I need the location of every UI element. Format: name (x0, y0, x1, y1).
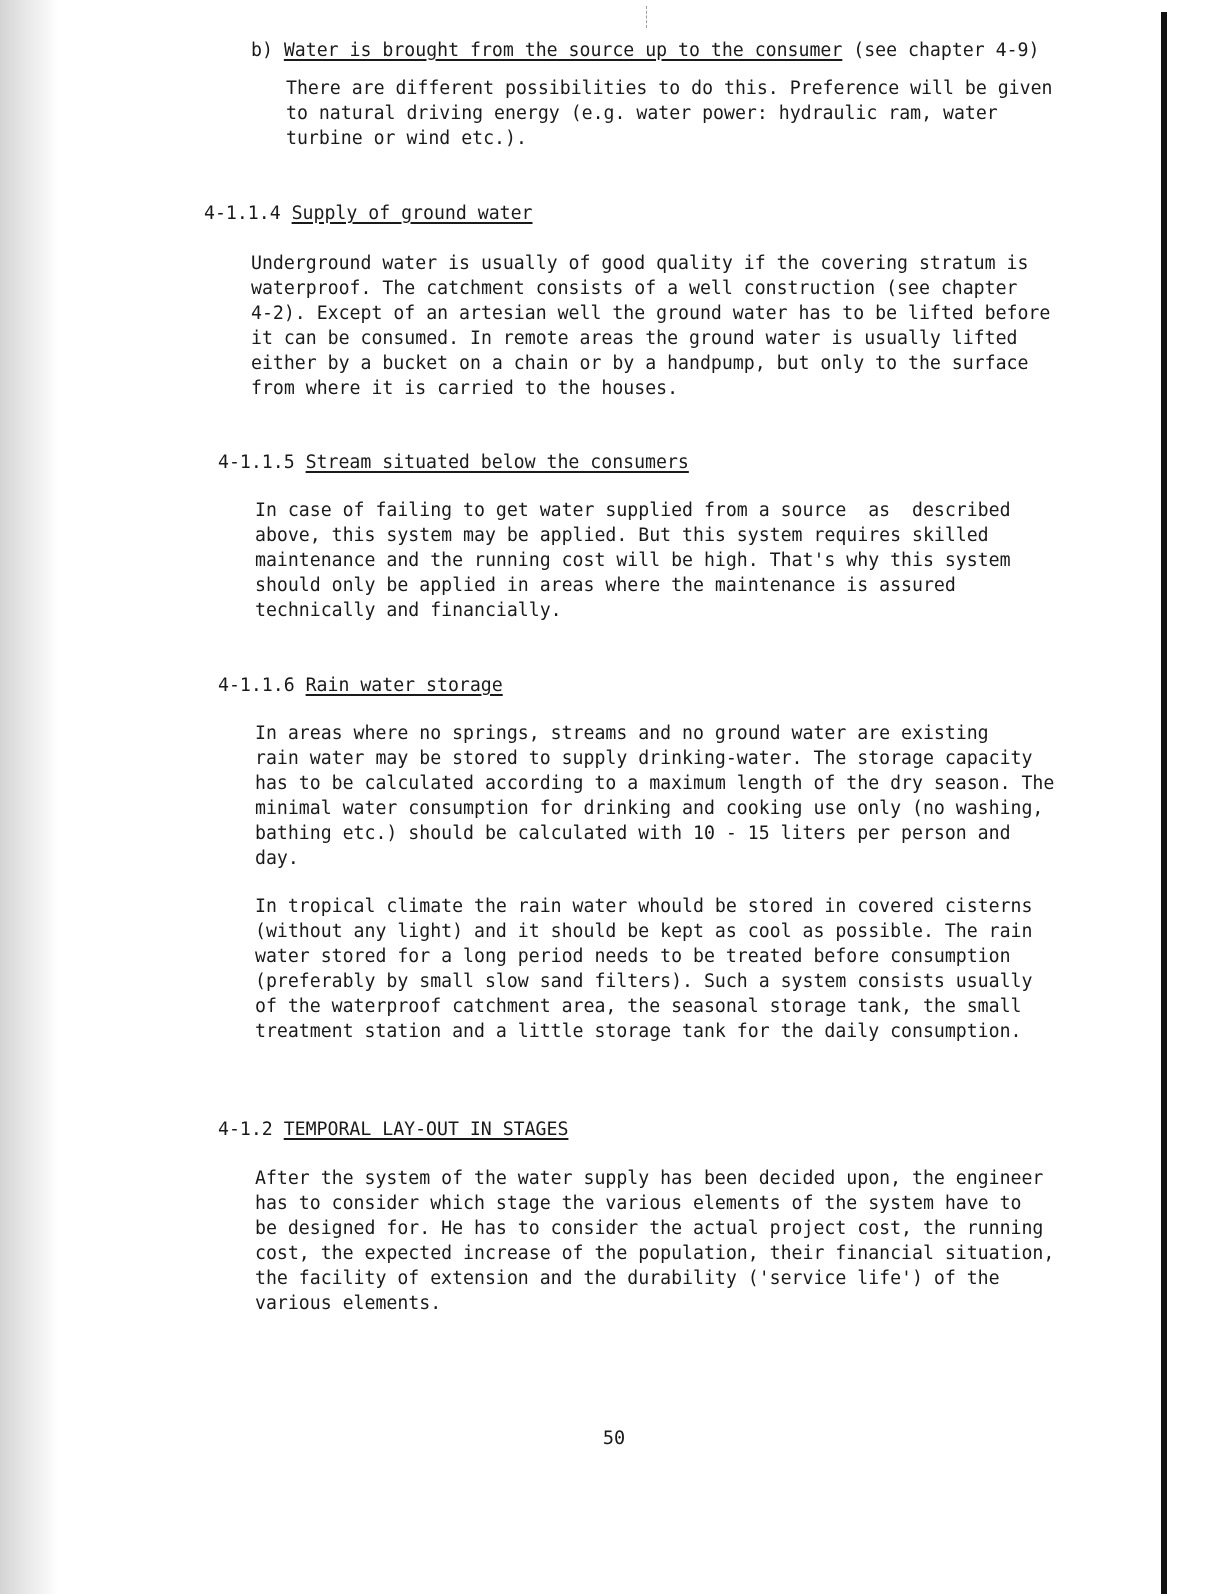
text-line: In case of failing to get water supplied from a source as described (255, 500, 1011, 521)
section-412-heading (218, 1117, 568, 1142)
text-line: There are different possibilities to do this. Preference will be given (286, 78, 1053, 99)
page-number: 50 (602, 1428, 626, 1449)
text-line: treatment station and a little storage tank for the daily consumption. (255, 1021, 1022, 1042)
text-line: In tropical climate the rain water whould be stored in covered cisterns (255, 896, 1033, 917)
section-412-number: 4-1.2 (218, 1119, 273, 1140)
section-412-title: TEMPORAL LAY-OUT IN STAGES (283, 1119, 569, 1140)
section-b-title: Water is brought from the source up to the consumer (283, 40, 843, 61)
section-4116-para1 (255, 721, 1054, 871)
text-line: day. (255, 848, 299, 869)
section-4115-number: 4-1.1.5 (218, 452, 295, 473)
section-4114-number: 4-1.1.4 (204, 203, 281, 224)
section-4116-number: 4-1.1.6 (218, 675, 295, 696)
text-line: water stored for a long period needs to be treated before consumption (255, 946, 1011, 967)
section-4114-title: Supply of ground water (291, 203, 533, 224)
section-b-body (286, 76, 1053, 151)
text-line: the facility of extension and the durability ('service life') of the (255, 1268, 1000, 1289)
section-4114-body (251, 251, 1050, 401)
section-4116-heading (218, 673, 503, 698)
section-4116-title: Rain water storage (305, 675, 503, 696)
text-line: of the waterproof catchment area, the seasonal storage tank, the small (255, 996, 1022, 1017)
text-line: turbine or wind etc.). (286, 128, 527, 149)
text-line: has to consider which stage the various elements of the system have to (255, 1193, 1022, 1214)
text-line: above, this system may be applied. But this system requires skilled (255, 525, 989, 546)
section-4114-heading (204, 201, 533, 226)
text-line: to natural driving energy (e.g. water power: hydraulic ram, water (286, 103, 998, 124)
text-line: After the system of the water supply has been decided upon, the engineer (255, 1168, 1044, 1189)
text-line: either by a bucket on a chain or by a handpump, but only to the surface (251, 353, 1029, 374)
text-line: cost, the expected increase of the population, their financial situation, (255, 1243, 1055, 1264)
scan-left-edge (0, 0, 58, 1594)
text-line: has to be calculated according to a maximum length of the dry season. The (255, 773, 1055, 794)
text-line: waterproof. The catchment consists of a well construction (see chapter (251, 278, 1018, 299)
section-4115-heading (218, 450, 689, 475)
scan-right-border (1161, 12, 1167, 1594)
section-412-body (255, 1166, 1054, 1316)
section-b-ref: (see chapter 4-9) (853, 40, 1040, 61)
text-line: technically and financially. (255, 600, 562, 621)
section-b-label: b) (251, 40, 273, 61)
text-line: rain water may be stored to supply drinking-water. The storage capacity (255, 748, 1033, 769)
section-b-heading (251, 38, 1039, 63)
section-4116-para2 (255, 894, 1032, 1044)
text-line: from where it is carried to the houses. (251, 378, 679, 399)
text-line: 4-2). Except of an artesian well the ground water has to be lifted before (251, 303, 1051, 324)
text-line: be designed for. He has to consider the actual project cost, the running (255, 1218, 1044, 1239)
text-line: In areas where no springs, streams and no ground water are existing (255, 723, 989, 744)
text-line: bathing etc.) should be calculated with 10 - 15 liters per person and (255, 823, 1011, 844)
section-4115-title: Stream situated below the consumers (305, 452, 689, 473)
text-line: maintenance and the running cost will be high. That's why this system (255, 550, 1011, 571)
text-line: should only be applied in areas where the maintenance is assured (255, 575, 956, 596)
scan-top-mark (646, 6, 648, 28)
text-line: minimal water consumption for drinking and cooking use only (no washing, (255, 798, 1044, 819)
text-line: it can be consumed. In remote areas the ground water is usually lifted (251, 328, 1018, 349)
text-line: various elements. (255, 1293, 442, 1314)
text-line: (without any light) and it should be kept as cool as possible. The rain (255, 921, 1033, 942)
section-4115-body (255, 498, 1011, 623)
text-line: Underground water is usually of good quality if the covering stratum is (251, 253, 1029, 274)
text-line: (preferably by small slow sand filters). Such a system consists usually (255, 971, 1033, 992)
